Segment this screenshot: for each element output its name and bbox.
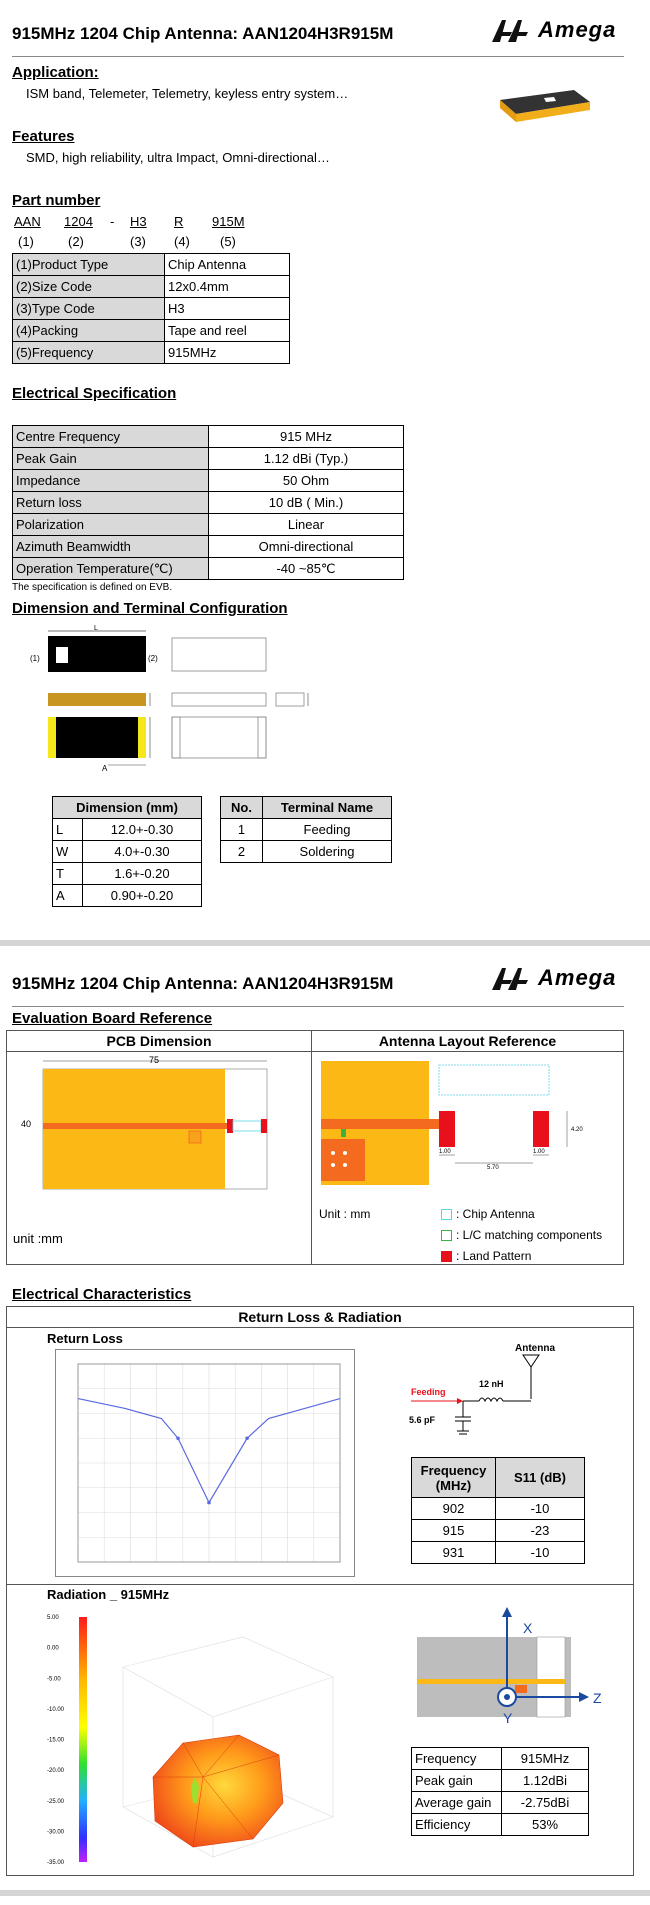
feeding-label: Feeding — [411, 1387, 446, 1397]
pn-label: (2)Size Code — [13, 276, 165, 298]
rad-value: 53% — [502, 1814, 589, 1836]
table-row — [412, 1792, 589, 1814]
dim-header: Dimension (mm) — [53, 797, 202, 819]
colorbar-tick: 0.00 — [47, 1645, 59, 1652]
return-loss-chart — [55, 1349, 355, 1577]
table-row — [412, 1748, 589, 1770]
return-loss-panel — [6, 1306, 634, 1876]
part-number-heading: Part number — [12, 192, 101, 209]
page-divider — [0, 940, 650, 946]
dim-key: L — [53, 819, 83, 841]
table-row — [221, 841, 392, 863]
table-row — [13, 514, 404, 536]
table-row — [412, 1498, 585, 1520]
pn-label: (1)Product Type — [13, 254, 165, 276]
pcb-unit: unit :mm — [13, 1231, 63, 1246]
spec-value: 1.12 dBi (Typ.) — [209, 448, 404, 470]
marker-point — [207, 1501, 211, 1505]
table-row — [412, 1814, 589, 1836]
code-dash: - — [110, 214, 115, 229]
table-row — [412, 1770, 589, 1792]
term-no: 2 — [221, 841, 263, 863]
index-5: (5) — [220, 234, 236, 249]
dim-l-label: L — [94, 625, 98, 632]
table-row — [13, 536, 404, 558]
table-row — [13, 426, 404, 448]
s11-header-s11: S11 (dB) — [496, 1458, 585, 1498]
radiation-table — [411, 1747, 589, 1836]
table-row — [53, 841, 202, 863]
page2-title: 915MHz 1204 Chip Antenna: AAN1204H3R915M — [12, 974, 394, 993]
rad-label: Peak gain — [412, 1770, 502, 1792]
part-number-codes — [0, 214, 650, 254]
spec-label: Centre Frequency — [13, 426, 209, 448]
application-text: ISM band, Telemeter, Telemetry, keyless entry system… — [26, 86, 349, 101]
rad-label: Average gain — [412, 1792, 502, 1814]
table-row — [13, 470, 404, 492]
layout-dim-d: 4.20 — [571, 1127, 583, 1133]
term-name: Soldering — [263, 841, 392, 863]
pn-label: (4)Packing — [13, 320, 165, 342]
spec-value: 915 MHz — [209, 426, 404, 448]
dimension-table — [52, 796, 202, 907]
axis-x-label: X — [523, 1620, 533, 1636]
dim-p1-label: (1) — [30, 654, 40, 663]
legend-land-pattern — [441, 1249, 531, 1263]
logo-text: Amega — [538, 17, 617, 42]
radiation-pattern — [43, 1607, 343, 1872]
eval-board-panel — [6, 1030, 624, 1265]
dim-value: 4.0+-0.30 — [83, 841, 202, 863]
page-title: 915MHz 1204 Chip Antenna: AAN1204H3R915M — [12, 24, 394, 43]
spec-label: Polarization — [13, 514, 209, 536]
pcb-dim-h: 40 — [21, 1119, 32, 1129]
rad-value: 915MHz — [502, 1748, 589, 1770]
index-2: (2) — [68, 234, 84, 249]
code-2: 1204 — [64, 214, 93, 229]
rad-value: 1.12dBi — [502, 1770, 589, 1792]
electrical-spec-table — [12, 425, 404, 580]
pn-value: 12x0.4mm — [165, 276, 290, 298]
table-row — [13, 276, 290, 298]
spec-label: Azimuth Beamwidth — [13, 536, 209, 558]
table-row — [13, 298, 290, 320]
dim-key: W — [53, 841, 83, 863]
index-1: (1) — [18, 234, 34, 249]
colorbar-tick: -35.00 — [47, 1860, 65, 1866]
legend-label: : L/C matching components — [456, 1228, 603, 1242]
axis-diagram — [411, 1607, 611, 1730]
spec-value: Omni-directional — [209, 536, 404, 558]
features-heading: Features — [12, 128, 75, 145]
table-row — [13, 342, 290, 364]
table-row — [53, 819, 202, 841]
table-row — [13, 492, 404, 514]
pn-label: (3)Type Code — [13, 298, 165, 320]
dim-p2-label: (2) — [148, 654, 158, 663]
electrical-characteristics-heading: Electrical Characteristics — [12, 1286, 192, 1303]
features-text: SMD, high reliability, ultra Impact, Omni-directional… — [26, 150, 330, 165]
marker-point — [176, 1436, 180, 1440]
s11-value: -23 — [496, 1520, 585, 1542]
code-3: H3 — [130, 214, 147, 229]
legend-matching — [441, 1228, 602, 1242]
dim-value: 12.0+-0.30 — [83, 819, 202, 841]
colorbar-tick: -15.00 — [47, 1737, 65, 1744]
table-header — [221, 797, 392, 819]
spec-note: The specification is defined on EVB. — [12, 582, 173, 593]
spec-label: Return loss — [13, 492, 209, 514]
amega-logo — [492, 16, 627, 46]
spec-value: 50 Ohm — [209, 470, 404, 492]
matching-circuit — [407, 1337, 587, 1450]
table-row — [13, 254, 290, 276]
radiation-heading: Radiation _ 915MHz — [47, 1587, 170, 1602]
rad-label: Efficiency — [412, 1814, 502, 1836]
pn-value: 915MHz — [165, 342, 290, 364]
s11-header-freq: Frequency (MHz) — [412, 1458, 496, 1498]
electrical-spec-heading: Electrical Specification — [12, 385, 177, 402]
header-rule — [12, 56, 624, 57]
layout-dim-b: 5.70 — [487, 1165, 499, 1171]
pcb-dimension-head: PCB Dimension — [106, 1033, 212, 1049]
layout-dim-a: 1.00 — [439, 1149, 451, 1155]
colorbar-tick: -25.00 — [47, 1798, 65, 1805]
code-4: R — [174, 214, 184, 229]
s11-value: -10 — [496, 1498, 585, 1520]
spec-label: Operation Temperature(℃) — [13, 558, 209, 580]
pn-value: Chip Antenna — [165, 254, 290, 276]
spec-label: Impedance — [13, 470, 209, 492]
code-5: 915M — [212, 214, 245, 229]
index-3: (3) — [130, 234, 146, 249]
dim-key: T — [53, 863, 83, 885]
spec-label: Peak Gain — [13, 448, 209, 470]
table-row — [412, 1542, 585, 1564]
colorbar-tick: -20.00 — [47, 1768, 65, 1775]
table-row — [13, 448, 404, 470]
legend-swatch — [441, 1230, 452, 1241]
logo-text: Amega — [538, 965, 617, 990]
pn-label: (5)Frequency — [13, 342, 165, 364]
return-loss-heading: Return Loss — [47, 1331, 123, 1346]
axis-z-label: Z — [593, 1690, 602, 1706]
spec-value: -40 ~85℃ — [209, 558, 404, 580]
s11-freq: 902 — [412, 1498, 496, 1520]
layout-drawing — [319, 1055, 619, 1188]
layout-head: Antenna Layout Reference — [378, 1033, 557, 1049]
table-row — [412, 1520, 585, 1542]
inductor-label: 12 nH — [479, 1379, 504, 1389]
antenna-label: Antenna — [515, 1343, 555, 1354]
terminal-table — [220, 796, 392, 863]
marker-point — [245, 1436, 249, 1440]
s11-table — [411, 1457, 585, 1564]
table-row — [53, 863, 202, 885]
colorbar-tick: -30.00 — [47, 1829, 65, 1836]
s11-value: -10 — [496, 1542, 585, 1564]
term-name: Feeding — [263, 819, 392, 841]
cap-label: 5.6 pF — [409, 1415, 436, 1425]
axis-y-label: Y — [503, 1710, 513, 1726]
table-row — [221, 819, 392, 841]
dimension-heading: Dimension and Terminal Configuration — [12, 600, 288, 617]
colorbar-tick: -10.00 — [47, 1706, 65, 1713]
table-row — [53, 885, 202, 907]
table-header — [53, 797, 202, 819]
dim-key: A — [53, 885, 83, 907]
pn-value: H3 — [165, 298, 290, 320]
spec-value: 10 dB ( Min.) — [209, 492, 404, 514]
part-number-table — [12, 253, 290, 364]
dim-value: 1.6+-0.20 — [83, 863, 202, 885]
layout-unit: Unit : mm — [319, 1207, 371, 1221]
pcb-drawing — [13, 1055, 273, 1198]
page-divider — [0, 1890, 650, 1896]
spec-value: Linear — [209, 514, 404, 536]
legend-label: : Chip Antenna — [456, 1207, 535, 1221]
dim-value: 0.90+-0.20 — [83, 885, 202, 907]
legend-swatch — [441, 1209, 452, 1220]
colorbar-tick: -5.00 — [47, 1676, 61, 1683]
term-header-name: Terminal Name — [263, 797, 392, 819]
dimension-drawing — [30, 625, 340, 785]
pn-value: Tape and reel — [165, 320, 290, 342]
rad-label: Frequency — [412, 1748, 502, 1770]
s11-freq: 931 — [412, 1542, 496, 1564]
table-row — [13, 320, 290, 342]
dim-a-label: A — [102, 764, 108, 773]
table-row — [13, 558, 404, 580]
rl-panel-head: Return Loss & Radiation — [238, 1309, 402, 1325]
eval-heading: Evaluation Board Reference — [12, 1010, 213, 1027]
s11-freq: 915 — [412, 1520, 496, 1542]
colorbar-tick: 5.00 — [47, 1615, 59, 1621]
legend-swatch — [441, 1251, 452, 1262]
chip-antenna-image — [494, 88, 594, 127]
code-1: AAN — [14, 214, 41, 229]
layout-dim-c: 1.00 — [533, 1149, 545, 1155]
amega-logo — [492, 964, 627, 994]
table-header — [412, 1458, 585, 1498]
term-header-no: No. — [221, 797, 263, 819]
rad-value: -2.75dBi — [502, 1792, 589, 1814]
header-rule — [12, 1006, 624, 1007]
term-no: 1 — [221, 819, 263, 841]
application-heading: Application: — [12, 64, 99, 81]
legend-chip-antenna — [441, 1207, 535, 1221]
index-4: (4) — [174, 234, 190, 249]
pcb-dim-w: 75 — [149, 1055, 160, 1065]
legend-label: : Land Pattern — [456, 1249, 532, 1263]
